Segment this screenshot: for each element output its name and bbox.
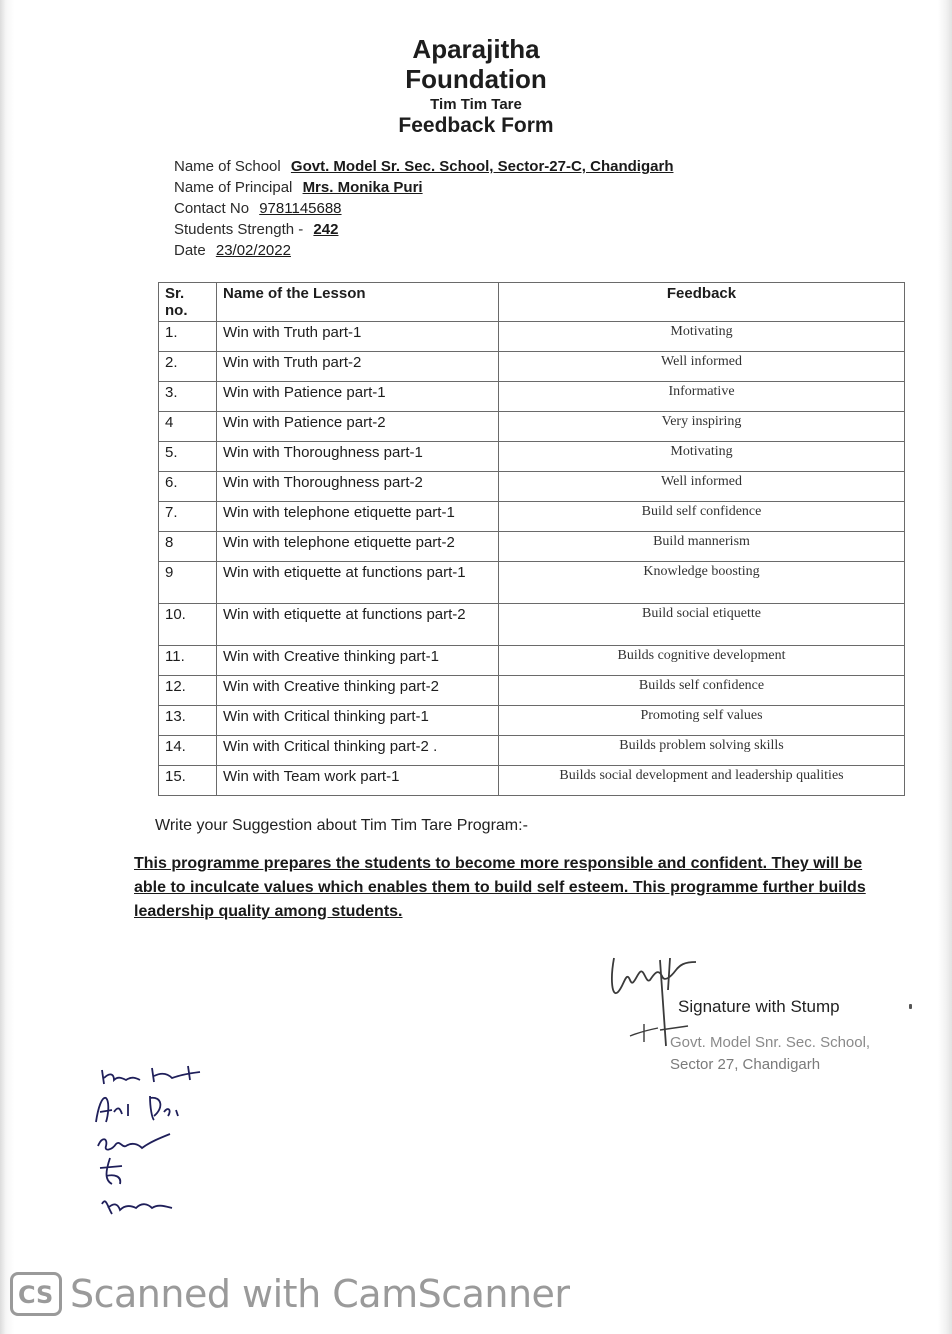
row-sr-no: 10. [159, 604, 217, 646]
program-name: Tim Tim Tare [430, 96, 522, 113]
table-row [159, 736, 905, 766]
header-sr-no: Sr. no. [159, 283, 217, 322]
watermark-text: Scanned with CamScanner [70, 1272, 570, 1316]
row-sr-no: 15. [159, 766, 217, 796]
camscanner-watermark [10, 1272, 570, 1316]
table-row [159, 442, 905, 472]
scan-speck [909, 1004, 912, 1009]
row-sr-no: 13. [159, 706, 217, 736]
principal-label: Name of Principal [174, 179, 293, 196]
table-row [159, 502, 905, 532]
school-value: Govt. Model Sr. Sec. School, Sector-27-C, Chandigarh [290, 158, 674, 175]
header-lesson: Name of the Lesson [217, 283, 499, 322]
stamp-school-address: Sector 27, Chandigarh [670, 1056, 821, 1073]
row-lesson-name: Win with Truth part-2 [217, 352, 499, 382]
row-feedback: Well informed [499, 352, 905, 382]
row-feedback: Build social etiquette [499, 604, 905, 646]
row-feedback: Promoting self values [499, 706, 905, 736]
row-feedback: Builds self confidence [499, 676, 905, 706]
table-row [159, 532, 905, 562]
row-sr-no: 9 [159, 562, 217, 604]
row-lesson-name: Win with Thoroughness part-2 [217, 472, 499, 502]
row-sr-no: 6. [159, 472, 217, 502]
suggestion-label: Write your Suggestion about Tim Tim Tare Program:- [155, 817, 528, 834]
stamp-school-name: Govt. Model Snr. Sec. School, [670, 1034, 871, 1051]
row-feedback: Knowledge boosting [499, 562, 905, 604]
date-row [174, 240, 673, 261]
contact-label: Contact No [174, 200, 250, 217]
row-lesson-name: Win with Team work part-1 [217, 766, 499, 796]
row-lesson-name: Win with etiquette at functions part-2 [217, 604, 499, 646]
table-body [159, 322, 905, 796]
strength-label: Students Strength - [174, 221, 304, 238]
row-feedback: Informative [499, 382, 905, 412]
row-feedback: Builds social development and leadership qualities [499, 766, 905, 796]
table-row [159, 646, 905, 676]
date-label: Date [174, 242, 206, 259]
date-value: 23/02/2022 [215, 242, 291, 259]
table-row [159, 412, 905, 442]
table-row [159, 706, 905, 736]
table-row [159, 766, 905, 796]
row-lesson-name: Win with Critical thinking part-1 [217, 706, 499, 736]
row-sr-no: 7. [159, 502, 217, 532]
school-info [174, 156, 673, 261]
row-feedback: Build self confidence [499, 502, 905, 532]
contact-value: 9781145688 [259, 200, 342, 217]
table-row [159, 604, 905, 646]
row-lesson-name: Win with Critical thinking part-2 . [217, 736, 499, 766]
row-lesson-name: Win with Truth part-1 [217, 322, 499, 352]
row-sr-no: 2. [159, 352, 217, 382]
row-lesson-name: Win with telephone etiquette part-1 [217, 502, 499, 532]
row-lesson-name: Win with Patience part-1 [217, 382, 499, 412]
row-feedback: Builds problem solving skills [499, 736, 905, 766]
row-feedback: Motivating [499, 322, 905, 352]
row-sr-no: 12. [159, 676, 217, 706]
row-sr-no: 14. [159, 736, 217, 766]
table-header-row [159, 283, 905, 322]
svg-text:CS: CS [18, 1281, 54, 1309]
row-lesson-name: Win with telephone etiquette part-2 [217, 532, 499, 562]
table-row [159, 352, 905, 382]
school-label: Name of School [174, 158, 281, 175]
org-name-line-1: Aparajitha [412, 34, 540, 64]
row-sr-no: 8 [159, 532, 217, 562]
table-row [159, 322, 905, 352]
organization-name [0, 34, 952, 94]
row-feedback: Builds cognitive development [499, 646, 905, 676]
row-lesson-name: Win with Creative thinking part-2 [217, 676, 499, 706]
row-sr-no: 11. [159, 646, 217, 676]
row-lesson-name: Win with Patience part-2 [217, 412, 499, 442]
row-sr-no: 5. [159, 442, 217, 472]
strength-value: 242 [313, 221, 339, 238]
signature-block [600, 950, 930, 1080]
suggestion-text: This programme prepares the students to become more responsible and confident. They will be able to inculcate values which enables them to build self esteem. This programme further builds leadership quality among students. [134, 855, 866, 920]
row-feedback: Motivating [499, 442, 905, 472]
feedback-table [158, 282, 905, 796]
table-row [159, 562, 905, 604]
principal-value: Mrs. Monika Puri [302, 179, 423, 196]
signature-label: Signature with Stump [678, 997, 840, 1016]
org-name-line-2: Foundation [405, 64, 547, 94]
camscanner-logo-text [16, 1279, 56, 1309]
table-row [159, 472, 905, 502]
row-feedback: Very inspiring [499, 412, 905, 442]
form-title: Feedback Form [398, 114, 554, 137]
principal-row [174, 177, 673, 198]
school-row [174, 156, 673, 177]
row-feedback: Well informed [499, 472, 905, 502]
table-row [159, 676, 905, 706]
camscanner-logo-icon [10, 1272, 62, 1316]
row-lesson-name: Win with etiquette at functions part-1 [217, 562, 499, 604]
row-sr-no: 4 [159, 412, 217, 442]
row-lesson-name: Win with Thoroughness part-1 [217, 442, 499, 472]
table-row [159, 382, 905, 412]
row-feedback: Build mannerism [499, 532, 905, 562]
row-sr-no: 1. [159, 322, 217, 352]
row-lesson-name: Win with Creative thinking part-1 [217, 646, 499, 676]
row-sr-no: 3. [159, 382, 217, 412]
header-feedback: Feedback [499, 283, 905, 322]
contact-row [174, 198, 673, 219]
strength-row [174, 219, 673, 240]
handwritten-signatures [92, 1058, 222, 1228]
